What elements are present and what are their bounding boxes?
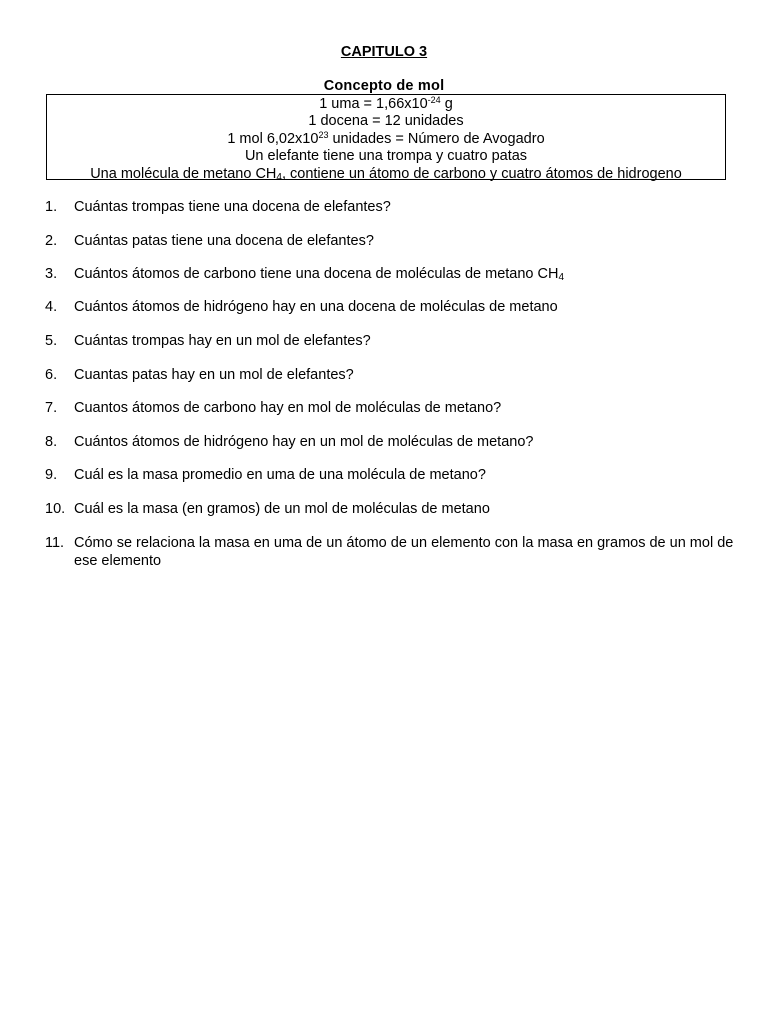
question-item: [45, 534, 735, 570]
question-item: [45, 232, 735, 250]
box-line-metano-rest: , contiene un átomo de carbono y cuatro átomos de hidrogeno: [281, 165, 682, 182]
box-line-mol-text: 1 mol 6,02x10: [227, 130, 319, 147]
box-line-mol-exponent: 23: [318, 129, 329, 140]
question-item: [45, 399, 735, 417]
question-item: [45, 198, 735, 216]
question-number: 11.: [45, 535, 65, 551]
question-text: Cuál es la masa (en gramos) de un mol de moléculas de metano: [74, 501, 490, 517]
question-number: 2.: [45, 233, 58, 249]
concept-box: [46, 94, 726, 183]
question-text: Cuántas trompas hay en un mol de elefantes?: [74, 333, 371, 349]
question-subscript: 4: [558, 272, 565, 283]
box-line-uma-unit: g: [440, 96, 453, 112]
question-item: [45, 466, 735, 484]
box-line-metano: [47, 166, 725, 183]
box-line-mol-rest: unidades = Número de Avogadro: [328, 130, 545, 147]
question-number: 7.: [45, 400, 58, 416]
question-item: [45, 298, 735, 316]
box-line-metano-subscript: 4: [276, 171, 282, 183]
box-line-uma: [47, 96, 725, 113]
box-line-uma-exponent: -24: [427, 95, 441, 105]
question-item: [45, 265, 735, 283]
box-line-mol: [47, 131, 725, 148]
question-text: Cómo se relaciona la masa en uma de un átomo de un elemento con la masa en gramos de un mol de ese elemento: [74, 535, 734, 569]
question-text: Cuantos átomos de carbono hay en mol de moléculas de metano?: [74, 400, 502, 416]
question-text: Cuántas trompas tiene una docena de elefantes?: [74, 199, 391, 215]
question-number: 3.: [45, 266, 58, 282]
question-number: 9.: [45, 467, 58, 483]
question-item: [45, 433, 735, 451]
question-item: [45, 332, 735, 350]
question-text: Cuántos átomos de carbono tiene una docena de moléculas de metano CH: [74, 266, 559, 282]
section-subtitle: Concepto de mol: [323, 78, 445, 94]
question-number: 5.: [45, 333, 58, 349]
box-line-metano-text: Una molécula de metano CH: [90, 165, 277, 182]
box-line-uma-text: 1 uma = 1,66x10: [319, 96, 428, 112]
question-number: 6.: [45, 367, 58, 383]
question-text: Cuántos átomos de hidrógeno hay en un mol de moléculas de metano?: [74, 434, 534, 450]
question-number: 8.: [45, 434, 58, 450]
page-title: CAPITULO 3: [340, 44, 428, 60]
box-line-docena: 1 docena = 12 unidades: [308, 113, 464, 130]
question-text: Cuántas patas tiene una docena de elefantes?: [74, 233, 374, 249]
question-number: 4.: [45, 299, 58, 315]
question-text: Cuál es la masa promedio en uma de una molécula de metano?: [74, 467, 486, 483]
box-line-elefante: Un elefante tiene una trompa y cuatro patas: [244, 148, 528, 165]
question-number: 10.: [45, 501, 66, 517]
question-item: [45, 500, 735, 518]
question-text-wrapper: [74, 265, 735, 283]
question-item: [45, 366, 735, 384]
question-text: Cuántos átomos de hidrógeno hay en una docena de moléculas de metano: [74, 299, 558, 315]
question-number: 1.: [45, 199, 58, 215]
question-text: Cuantas patas hay en un mol de elefantes?: [74, 367, 354, 383]
